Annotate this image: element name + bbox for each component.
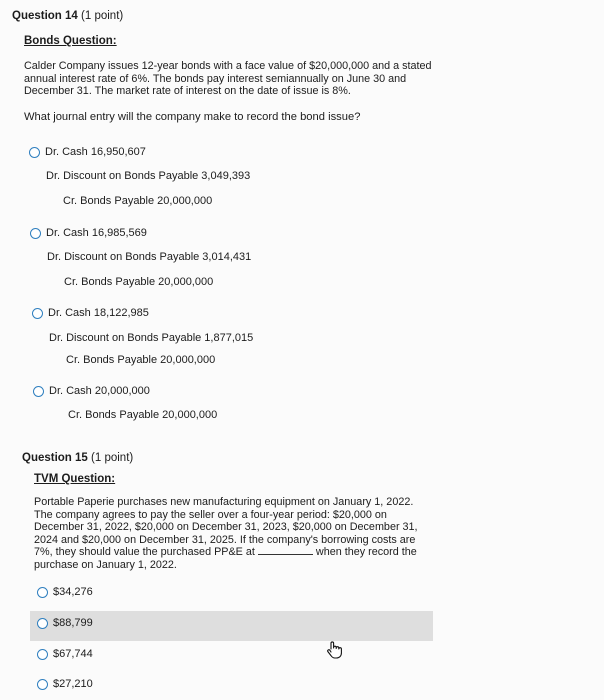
q15-option-1[interactable] bbox=[37, 586, 93, 598]
question-15-stem bbox=[34, 496, 434, 572]
question-title-text: Question 15 bbox=[22, 452, 88, 464]
q14-option-3-line-3: Cr. Bonds Payable 20,000,000 bbox=[66, 354, 216, 366]
option-label: $67,744 bbox=[53, 648, 93, 660]
q15-option-2[interactable] bbox=[37, 617, 93, 629]
radio-button[interactable] bbox=[29, 147, 40, 158]
radio-button[interactable] bbox=[37, 679, 48, 690]
q14-option-2[interactable] bbox=[30, 227, 147, 239]
q14-option-3[interactable] bbox=[32, 307, 149, 319]
question-title-text: Question 14 bbox=[12, 10, 78, 22]
option-label: $34,276 bbox=[53, 586, 93, 598]
question-points: (1 point) bbox=[91, 452, 134, 464]
q14-option-2-line-2: Dr. Discount on Bonds Payable 3,014,431 bbox=[47, 251, 252, 263]
question-14-prompt: What journal entry will the company make to record the bond issue? bbox=[24, 111, 361, 123]
question-14-subtitle: Bonds Question: bbox=[24, 35, 117, 47]
q14-option-1-line-3: Cr. Bonds Payable 20,000,000 bbox=[63, 195, 213, 207]
radio-button[interactable] bbox=[33, 386, 44, 397]
option-line: Dr. Cash 16,950,607 bbox=[45, 146, 146, 158]
answer-blank bbox=[258, 554, 313, 555]
question-15-title bbox=[22, 452, 133, 464]
option-line: Dr. Cash 18,122,985 bbox=[48, 307, 149, 319]
radio-button[interactable] bbox=[30, 228, 41, 239]
hand-pointer-icon bbox=[325, 640, 345, 665]
question-14-title bbox=[12, 10, 123, 22]
stem-text: when they record the purchase on January 1, 2022. bbox=[34, 546, 417, 571]
option-line: Dr. Cash 16,985,569 bbox=[46, 227, 147, 239]
question-points: (1 point) bbox=[81, 10, 124, 22]
question-14-stem: Calder Company issues 12-year bonds with a face value of $20,000,000 and a stated annual interest rate of 6%. The bonds pay interest semiannually on June 30 and December 31. The market rate of interest on the date of issue is 8%. bbox=[24, 60, 432, 98]
q14-option-4-line-2: Cr. Bonds Payable 20,000,000 bbox=[68, 409, 218, 421]
question-15-subtitle: TVM Question: bbox=[34, 473, 116, 485]
radio-button[interactable] bbox=[37, 649, 48, 660]
q15-option-3[interactable] bbox=[37, 648, 93, 660]
stem-text: Portable Paperie purchases new manufacturing equipment on January 1, 2022. The company agrees to pay the seller over a four-year period: $20,000 on December 31, 2022, $20,000 on December 31, 2023, $20,000 on December 31, 2024 and $20,000 on December 31, 2025. If the company's borrowing costs are 7%, they should value the purchased PP&E at bbox=[34, 496, 418, 559]
q14-option-1-line-2: Dr. Discount on Bonds Payable 3,049,393 bbox=[46, 170, 251, 182]
option-label: $27,210 bbox=[53, 678, 93, 690]
q14-option-2-line-3: Cr. Bonds Payable 20,000,000 bbox=[64, 276, 214, 288]
option-line: Dr. Cash 20,000,000 bbox=[49, 385, 150, 397]
q14-option-4[interactable] bbox=[33, 385, 150, 397]
radio-button[interactable] bbox=[32, 308, 43, 319]
q14-option-1[interactable] bbox=[29, 146, 146, 158]
radio-button[interactable] bbox=[37, 587, 48, 598]
option-label: $88,799 bbox=[53, 617, 93, 629]
radio-button[interactable] bbox=[37, 618, 48, 629]
q14-option-3-line-2: Dr. Discount on Bonds Payable 1,877,015 bbox=[49, 332, 254, 344]
q15-option-4[interactable] bbox=[37, 678, 93, 690]
